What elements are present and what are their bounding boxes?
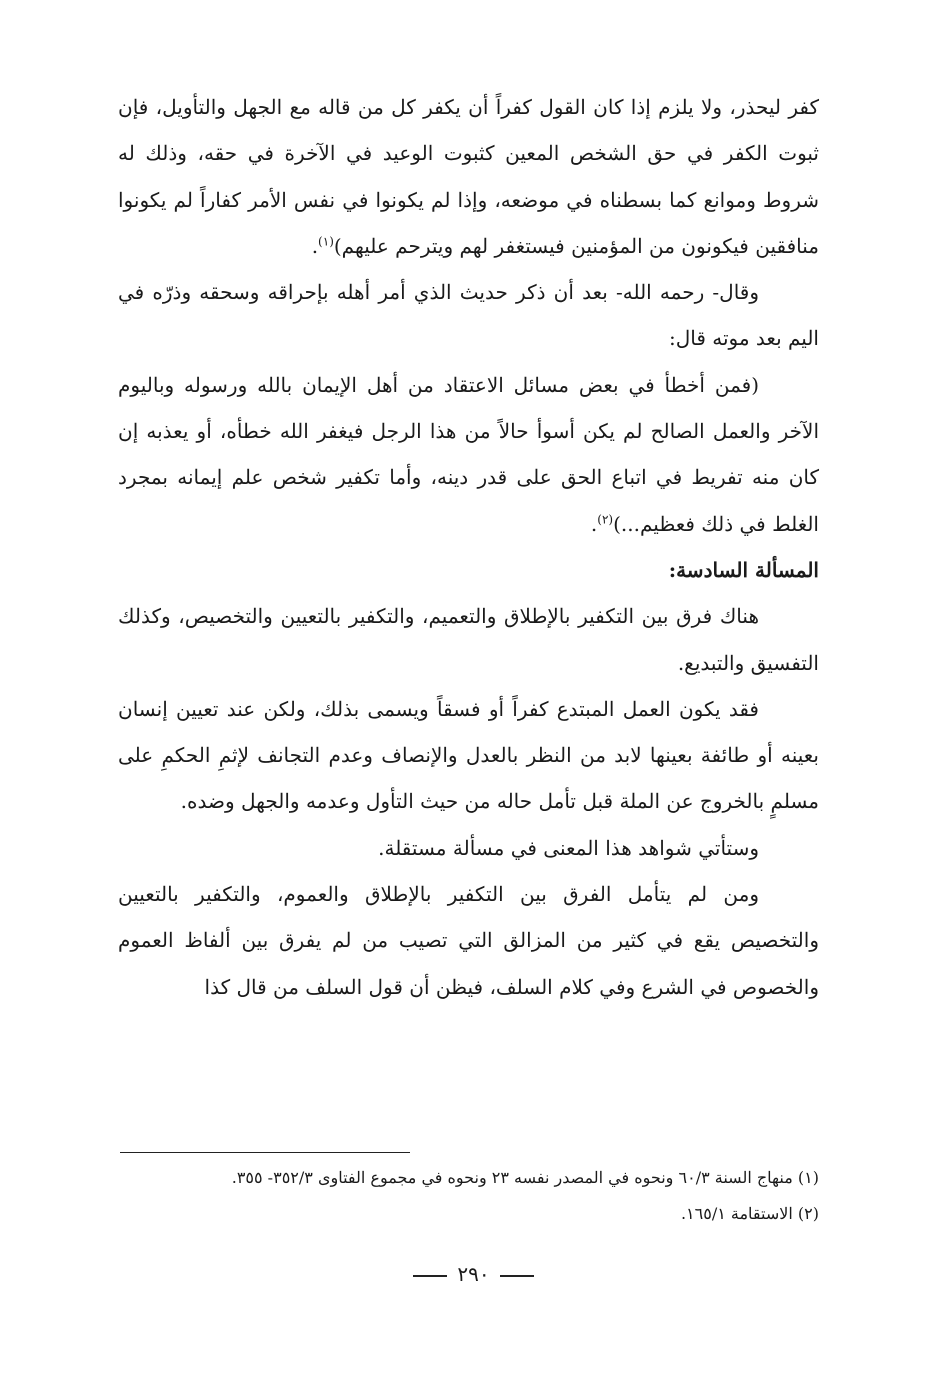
footnote-ref-1[interactable]: (١) <box>318 234 334 249</box>
paragraph-6: وستأتي شواهد هذا المعنى في مسألة مستقلة. <box>378 835 759 860</box>
footnote-divider <box>120 1152 410 1153</box>
paragraph-7: ومن لم يتأمل الفرق بين التكفير بالإطلاق والعموم، والتكفير بالتعيين والتخصيص يقع في كثير من المزالق التي تصيب من لم يفرق بين ألفاظ العموم والخصوص في الشرع وفي كلام السلف، فيظن أن قول السلف من قال كذا <box>118 882 819 999</box>
paragraph-3 <box>118 362 819 547</box>
page-number-dash-right <box>500 1275 534 1277</box>
page-number-dash-left <box>413 1275 447 1277</box>
paragraph-3-text: (فمن أخطأ في بعض مسائل الاعتقاد من أهل الإيمان بالله ورسوله وباليوم الآخر والعمل الصالح لم يكن أسوأ حالاً من هذا الرجل فيغفر الله خطأه، أو يعذبه إن كان منه تفريط في اتباع الحق على قدر دينه، وأما تكفير شخص علم إيمانه بمجرد الغلط في ذلك فعظيم...) <box>118 372 819 536</box>
paragraph-5: فقد يكون العمل المبتدع كفراً أو فسقاً ويسمى بذلك، ولكن عند تعيين إنسان بعينه أو طائفة بعينها لابد من النظر بالعدل والإنصاف وعدم التجانف لإثمِ الحكمِ على مسلمٍ بالخروج عن الملة قبل تأمل حاله من حيث التأول وعدمه والجهل وضده. <box>118 696 819 814</box>
page-number <box>0 1262 947 1286</box>
footnote-2: (٢) الاستقامة ١٦٥/١. <box>680 1204 819 1223</box>
paragraph-2: وقال- رحمه الله- بعد أن ذكر حديث الذي أمر أهله بإحراقه وسحقه وذرّه في اليم بعد موته قال: <box>118 280 819 351</box>
footnote-1: (١) منهاج السنة ٦٠/٣ ونحوه في المصدر نفسه ٢٣ ونحوه في مجموع الفتاوى ٣٥٢/٣- ٣٥٥. <box>231 1168 819 1187</box>
section-heading: المسألة السادسة: <box>668 557 819 582</box>
main-text <box>118 84 819 1010</box>
footnote-ref-2[interactable]: (٢) <box>597 512 614 527</box>
footnotes <box>118 1160 819 1232</box>
paragraph-4: هناك فرق بين التكفير بالإطلاق والتعميم، والتكفير بالتعيين والتخصيص، وكذلك التفسيق والتبديع. <box>118 604 819 675</box>
paragraph-1-end: . <box>311 233 319 258</box>
paragraph-3-end: . <box>590 511 598 536</box>
paragraph-1-text: كفر ليحذر، ولا يلزم إذا كان القول كفراً أن يكفر كل من قاله مع الجهل والتأويل، فإن ثبوت الكفر في حق الشخص المعين كثبوت الوعيد في الآخرة في حقه، وذلك له شروط وموانع كما بسطناه في موضعه، وإذا لم يكونوا في نفس الأمر كفاراً لم يكونوا منافقين فيكونون من المؤمنين فيستغفر لهم ويترحم عليهم) <box>118 95 819 258</box>
page-number-value: ٢٩٠ <box>457 1262 490 1286</box>
paragraph-1 <box>118 84 819 269</box>
